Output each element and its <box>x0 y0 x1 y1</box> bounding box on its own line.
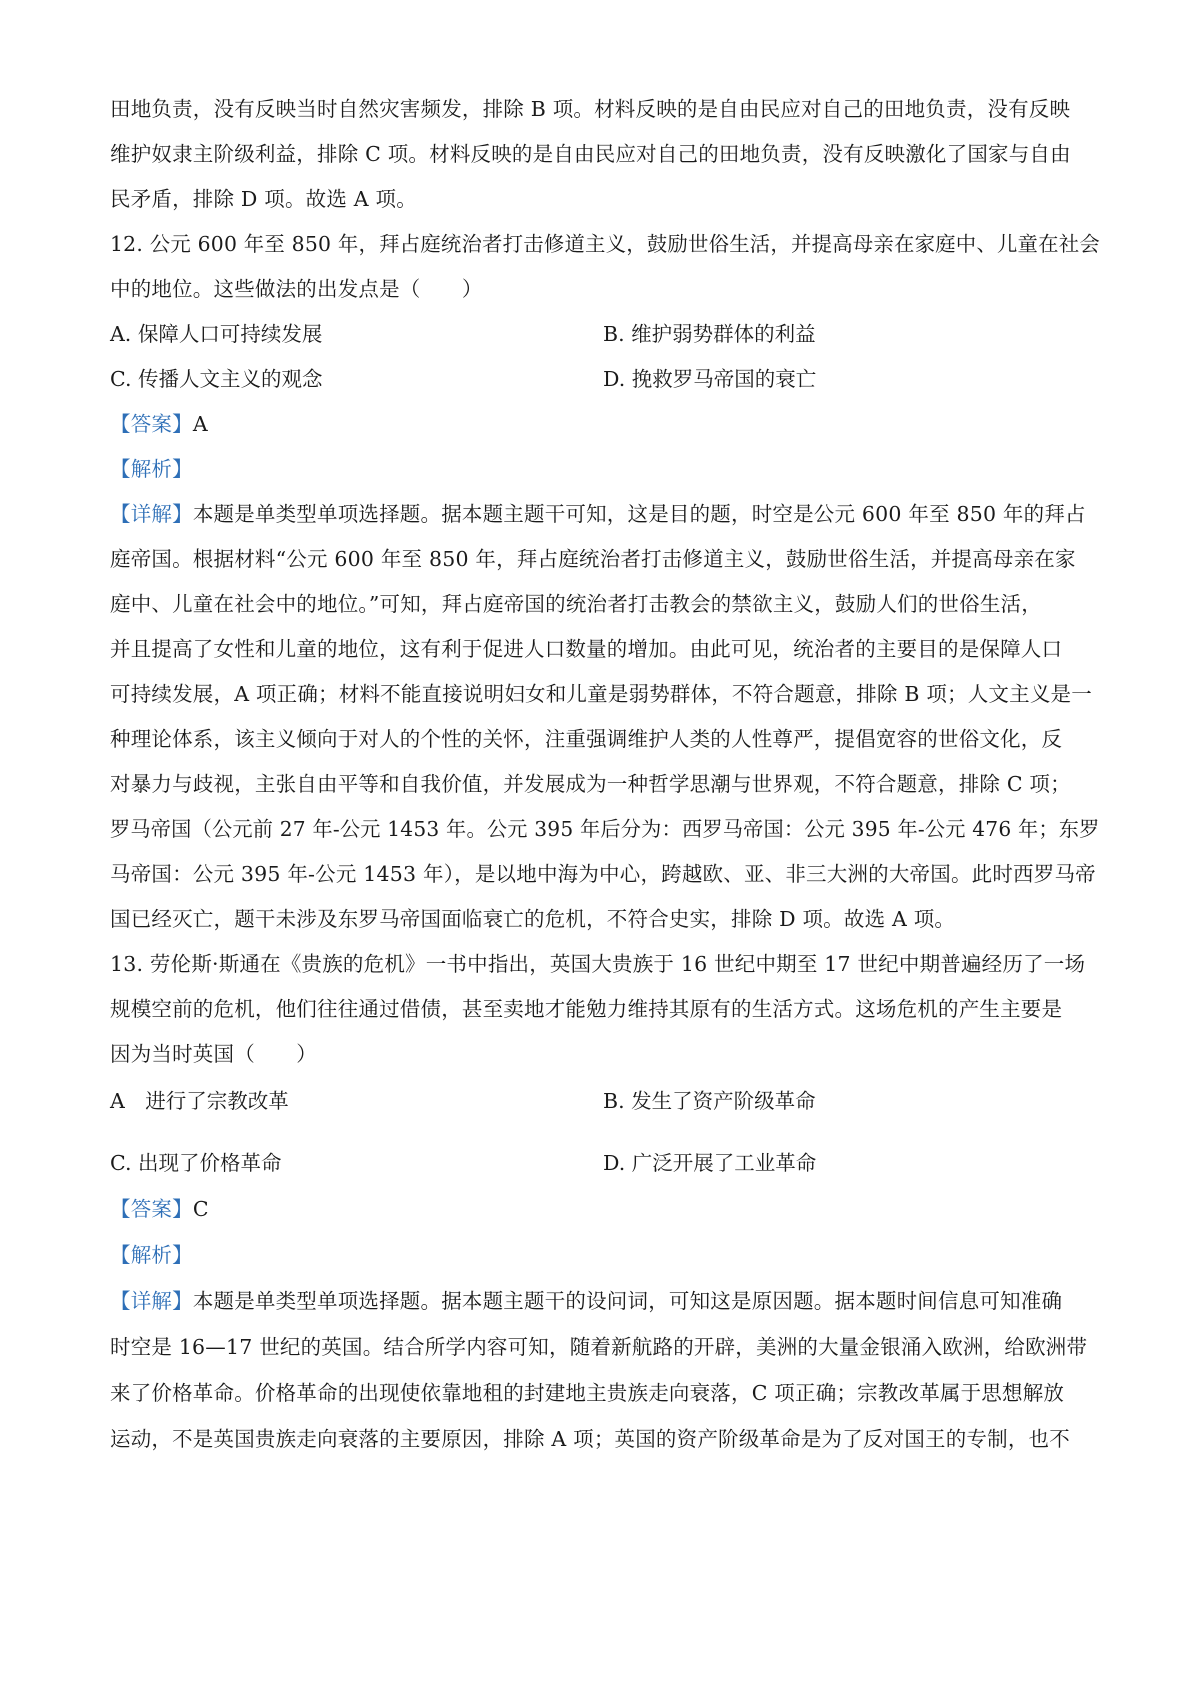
question-13-detail-line: 来了价格革命。价格革命的出现使依靠地租的封建地主贵族走向衰落，C 项正确；宗教改革属于思想解放 <box>110 1381 1065 1405</box>
question-13-option-d: D. 广泛开展了工业革命 <box>603 1151 817 1175</box>
question-13-detail-line: 时空是 16—17 世纪的英国。结合所学内容可知，随着新航路的开辟，美洲的大量金银涌入欧洲，给欧洲带 <box>110 1335 1088 1359</box>
question-12-detail-line: 对暴力与歧视，主张自由平等和自我价值，并发展成为一种哲学思潮与世界观，不符合题意，排除 C 项； <box>110 772 1071 796</box>
question-12-detail-line: 罗马帝国（公元前 27 年-公元 1453 年。公元 395 年后分为：西罗马帝国：公元 395 年-公元 476 年；东罗 <box>110 817 1100 841</box>
question-12-option-b: B. 维护弱势群体的利益 <box>603 322 816 346</box>
question-13-option-c: C. 出现了价格革命 <box>110 1151 282 1175</box>
question-12-detail-line: 可持续发展，A 项正确；材料不能直接说明妇女和儿童是弱势群体，不符合题意，排除 B 项；人文主义是一 <box>110 682 1092 706</box>
question-12-option-a: A. 保障人口可持续发展 <box>110 322 323 346</box>
detail-text: 本题是单类型单项选择题。据本题主题干可知，这是目的题，时空是公元 600 年至 850 年的拜占 <box>192 502 1086 526</box>
detail-tag: 【详解】 <box>110 1289 193 1313</box>
question-13-stem: 13. 劳伦斯·斯通在《贵族的危机》一书中指出，英国大贵族于 16 世纪中期至 17 世纪中期普遍经历了一场 <box>110 952 1086 976</box>
question-12-detail <box>110 499 1100 529</box>
question-13-analysis-heading <box>110 1240 1100 1270</box>
question-13-option-a: A 进行了宗教改革 <box>110 1089 289 1113</box>
question-12-detail-line: 种理论体系，该主义倾向于对人的个性的关怀，注重强调维护人类的人性尊严，提倡宽容的世俗文化，反 <box>110 727 1063 751</box>
detail-text: 本题是单类型单项选择题。据本题主题干的设问词，可知这是原因题。据本题时间信息可知准确 <box>192 1289 1063 1313</box>
analysis-tag: 【解析】 <box>110 457 193 481</box>
prev-analysis-line: 田地负责，没有反映当时自然灾害频发，排除 B 项。材料反映的是自由民应对自己的田地负责，没有反映 <box>110 97 1071 121</box>
question-12-detail-line: 庭帝国。根据材料“公元 600 年至 850 年，拜占庭统治者打击修道主义，鼓励世俗生活，并提高母亲在家 <box>110 547 1076 571</box>
question-12-answer <box>110 409 1100 439</box>
question-12-detail-line: 马帝国：公元 395 年-公元 1453 年），是以地中海为中心，跨越欧、亚、非三大洲的大帝国。此时西罗马帝 <box>110 862 1096 886</box>
answer-value: C <box>192 1197 209 1221</box>
question-13-option-b: B. 发生了资产阶级革命 <box>603 1089 816 1113</box>
prev-analysis-line: 维护奴隶主阶级利益，排除 C 项。材料反映的是自由民应对自己的田地负责，没有反映激化了国家与自由 <box>110 142 1071 166</box>
question-12-stem: 12. 公元 600 年至 850 年，拜占庭统治者打击修道主义，鼓励世俗生活，并提高母亲在家庭中、儿童在社会 <box>110 232 1100 256</box>
question-12-option-c: C. 传播人文主义的观念 <box>110 367 323 391</box>
question-13-detail <box>110 1286 1100 1316</box>
question-12-stem: 中的地位。这些做法的出发点是（ ） <box>110 277 483 301</box>
question-13-stem: 因为当时英国（ ） <box>110 1042 317 1066</box>
question-13-answer <box>110 1194 1100 1224</box>
answer-tag: 【答案】 <box>110 412 193 436</box>
question-12-analysis-heading <box>110 454 1100 484</box>
question-12-detail-line: 庭中、儿童在社会中的地位。”可知，拜占庭帝国的统治者打击教会的禁欲主义，鼓励人们的世俗生活， <box>110 592 1042 616</box>
answer-tag: 【答案】 <box>110 1197 193 1221</box>
question-13-stem: 规模空前的危机，他们往往通过借债，甚至卖地才能勉力维持其原有的生活方式。这场危机的产生主要是 <box>110 997 1063 1021</box>
question-12-detail-line: 并且提高了女性和儿童的地位，这有利于促进人口数量的增加。由此可见，统治者的主要目的是保障人口 <box>110 637 1063 661</box>
question-12-option-d: D. 挽救罗马帝国的衰亡 <box>603 367 817 391</box>
question-13-detail-line: 运动，不是英国贵族走向衰落的主要原因，排除 A 项；英国的资产阶级革命是为了反对国王的专制，也不 <box>110 1427 1070 1451</box>
analysis-tag: 【解析】 <box>110 1243 193 1267</box>
question-12-detail-line: 国已经灭亡，题干未涉及东罗马帝国面临衰亡的危机，不符合史实，排除 D 项。故选 A 项。 <box>110 907 956 931</box>
answer-value: A <box>192 412 208 436</box>
detail-tag: 【详解】 <box>110 502 193 526</box>
prev-analysis-line: 民矛盾，排除 D 项。故选 A 项。 <box>110 187 417 211</box>
